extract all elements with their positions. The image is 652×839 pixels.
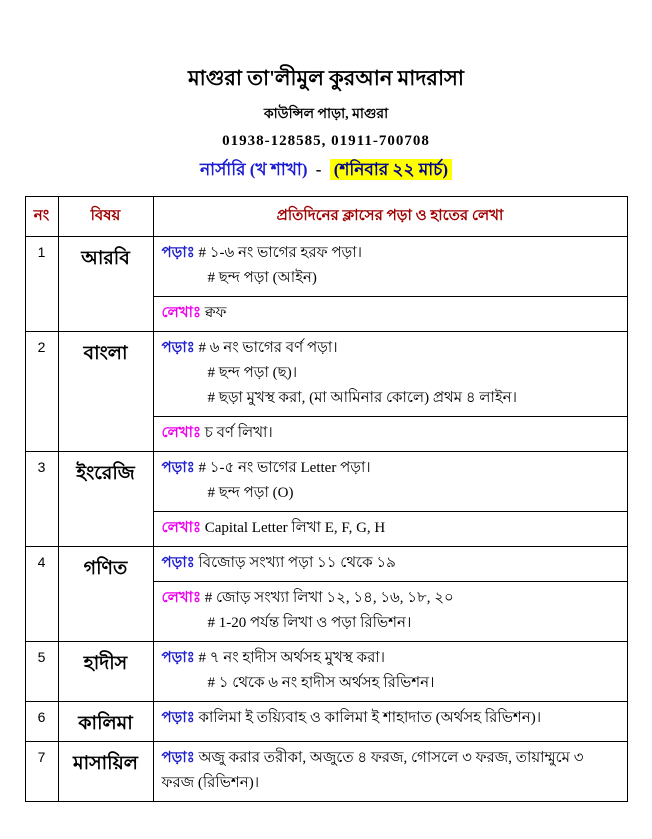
lesson-line: # ১ থেকে ৬ নং হাদীস অর্থসহ রিভিশন।	[207, 675, 435, 692]
lekha-label: লেখাঃ	[161, 305, 201, 322]
lesson-line: পড়াঃ # ৭ নং হাদীস অর্থসহ মুখস্থ করা।	[161, 650, 386, 667]
subject-name: গণিত	[58, 547, 153, 642]
lekha-cell	[153, 417, 627, 452]
date-highlight: (শনিবার ২২ মার্চ)	[330, 159, 452, 180]
table-row	[25, 642, 627, 702]
pora-cell	[153, 452, 627, 512]
table-row	[25, 452, 627, 512]
pora-label: পড়াঃ	[161, 710, 195, 727]
col-header-lessons: প্রতিদিনের ক্লাসের পড়া ও হাতের লেখা	[153, 197, 627, 237]
lesson-line: পড়াঃ অজু করার তরীকা, অজুতে ৪ ফরজ, গোসলে ৩ ফরজ, তায়াম্মুমে ৩ ফরজ (রিভিশন)।	[161, 750, 584, 792]
separator-dash: -	[315, 160, 322, 180]
lesson-line: পড়াঃ # ১-৫ নং ভাগের Letter পড়া।	[161, 460, 371, 477]
lesson-line: # ছন্দ পড়া (আইন)	[207, 270, 317, 287]
pora-cell	[153, 237, 627, 297]
lesson-line: লেখাঃ ক্বফ	[161, 305, 227, 322]
lesson-line: # ছন্দ পড়া (ছ)।	[207, 365, 298, 382]
pora-cell	[153, 642, 627, 702]
table-row	[25, 547, 627, 582]
pora-cell	[153, 742, 627, 802]
lekha-label: লেখাঃ	[161, 425, 201, 442]
lesson-line: পড়াঃ # ৬ নং ভাগের বর্ণ পড়া।	[161, 340, 338, 357]
lekha-label: লেখাঃ	[161, 590, 201, 607]
lekha-cell	[153, 582, 627, 642]
lesson-line: পড়াঃ # ১-৬ নং ভাগের হরফ পড়া।	[161, 245, 362, 262]
table-row	[25, 702, 627, 742]
row-number: 2	[25, 332, 58, 452]
lesson-line: পড়াঃ কালিমা ই তয়্যিবাহ ও কালিমা ই শাহাদাত (অর্থসহ রিভিশন)।	[161, 710, 542, 727]
row-number: 6	[25, 702, 58, 742]
phone-numbers: 01938-128585, 01911-700708	[222, 133, 430, 150]
row-number: 7	[25, 742, 58, 802]
subject-name: হাদীস	[58, 642, 153, 702]
pora-label: পড়াঃ	[161, 750, 195, 767]
class-name: নার্সারি (খ শাখা)	[200, 160, 308, 180]
lesson-line: পড়াঃ বিজোড় সংখ্যা পড়া ১১ থেকে ১৯	[161, 555, 396, 572]
col-header-subject: বিষয়	[58, 197, 153, 237]
table-row	[25, 332, 627, 417]
pora-label: পড়াঃ	[161, 460, 195, 477]
lesson-line: # ছন্দ পড়া (O)	[207, 485, 294, 502]
pora-cell	[153, 332, 627, 417]
lessons-table	[25, 196, 628, 802]
row-number: 3	[25, 452, 58, 547]
subject-name: মাসায়িল	[58, 742, 153, 802]
lekha-label: লেখাঃ	[161, 520, 201, 537]
pora-cell	[153, 547, 627, 582]
pora-label: পড়াঃ	[161, 555, 195, 572]
document-header	[0, 66, 652, 185]
table-header-row	[25, 197, 627, 237]
table-row	[25, 237, 627, 297]
pora-cell	[153, 702, 627, 742]
lesson-line: লেখাঃ Capital Letter লিখা E, F, G, H	[161, 520, 386, 537]
subject-name: আরবি	[58, 237, 153, 332]
subject-name: বাংলা	[58, 332, 153, 452]
row-number: 4	[25, 547, 58, 642]
pora-label: পড়াঃ	[161, 340, 195, 357]
pora-label: পড়াঃ	[161, 650, 195, 667]
lekha-cell	[153, 297, 627, 332]
lesson-line: # 1-20 পর্যন্ত লিখা ও পড়া রিভিশন।	[207, 615, 412, 632]
lesson-line: লেখাঃ # জোড় সংখ্যা লিখা ১২, ১৪, ১৬, ১৮, ২০	[161, 590, 454, 607]
class-line	[0, 157, 652, 185]
subject-name: ইংরেজি	[58, 452, 153, 547]
school-address: কাউন্সিল পাড়া, মাগুরা	[263, 107, 389, 123]
subject-name: কালিমা	[58, 702, 153, 742]
col-header-num: নং	[25, 197, 58, 237]
lesson-line: লেখাঃ চ বর্ণ লিখা।	[161, 425, 273, 442]
row-number: 1	[25, 237, 58, 332]
lesson-line: # ছড়া মুখস্থ করা, (মা আমিনার কোলে) প্রথম ৪ লাইন।	[207, 390, 517, 407]
page-title: মাগুরা তা'লীমুল কুরআন মাদরাসা	[187, 66, 465, 90]
lekha-cell	[153, 512, 627, 547]
table-row	[25, 742, 627, 802]
pora-label: পড়াঃ	[161, 245, 195, 262]
row-number: 5	[25, 642, 58, 702]
